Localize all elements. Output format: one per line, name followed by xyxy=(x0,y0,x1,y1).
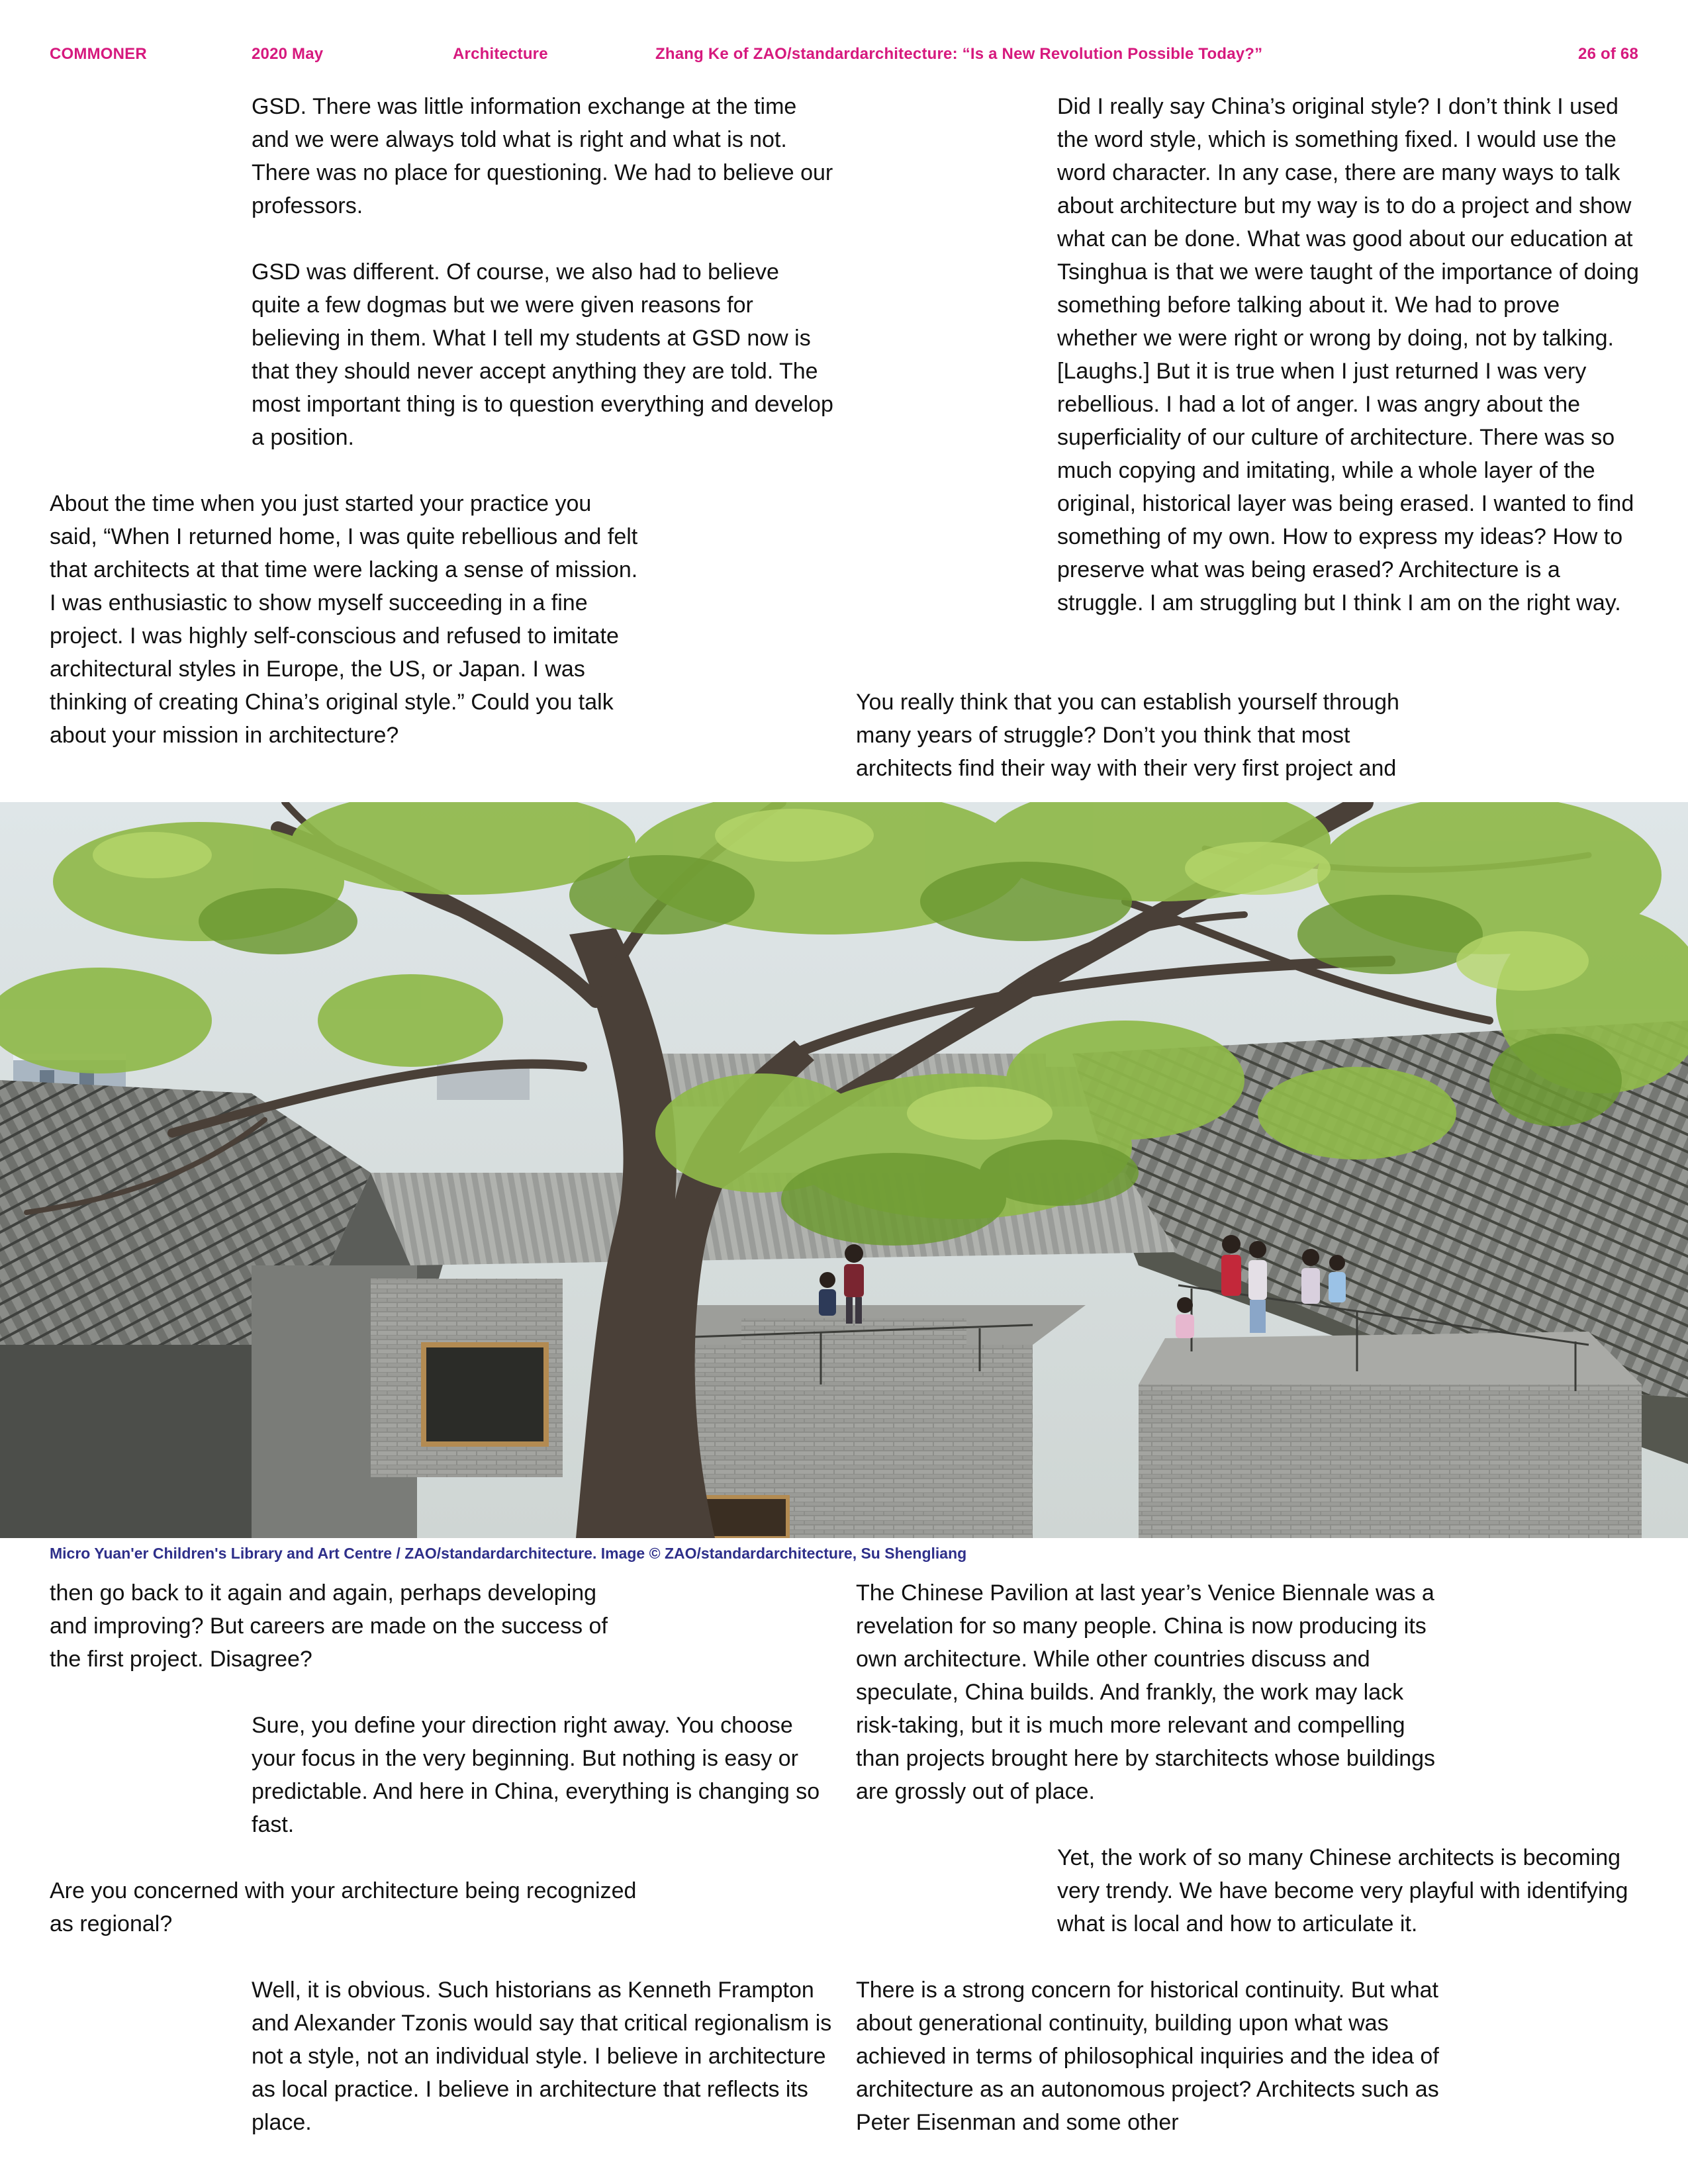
answer-paragraph: GSD was different. Of course, we also had to believe quite a few dogmas but we were given reasons for believing in them. What I tell my students at GSD now is that they should never accept anything they are told. The most important thing is to question everything and develop a position. xyxy=(252,259,833,450)
magazine-name: COMMONER xyxy=(50,45,147,63)
question-paragraph: Are you concerned with your architecture being recognized as regional? xyxy=(50,1878,637,1936)
answer-paragraph: Well, it is obvious. Such historians as Kenneth Frampton and Alexander Tzonis would say that critical regionalism is not a style, not an individual style. I believe in architecture as local practice. I believe in architecture that reflects its place. xyxy=(252,1978,832,2135)
answer-paragraph: Did I really say China’s original style? I don’t think I used the word style, which is something fixed. I would use the word character. In any case, there are many ways to talk about architecture but my way is to do a project and show what can be done. What was good about our education at Tsinghua is that we were taught of the importance of doing something before talking about it. We had to prove whether we were right or wrong by doing, not by talking. [Laughs.] But it is true when I just returned I was very rebellious. I had a lot of anger. I was angry about the superficiality of our culture of architecture. There was so much copying and imitating, while a whole layer of the original, historical layer was being erased. I wanted to find something of my own. How to express my ideas? How to preserve what was being erased? Architecture is a struggle. I am struggling but I think I am on the right way. xyxy=(1057,94,1639,615)
answer-paragraph: Yet, the work of so many Chinese architects is becoming very trendy. We have become very playful with identifying what is local and how to articulate it. xyxy=(1057,1845,1628,1936)
question-paragraph: The Chinese Pavilion at last year’s Venice Biennale was a revelation for so many people. China is now producing its own architecture. While other countries discuss and speculate, China builds. And frankly, the work may lack risk-taking, but it is much more relevant and compelling than projects brought here by starchitects whose buildings are grossly out of place. xyxy=(856,1580,1436,1804)
answer-paragraph: Sure, you define your direction right away. You choose your focus in the very beginning. But nothing is easy or predictable. And here in China, everything is changing so fast. xyxy=(252,1713,820,1837)
question-paragraph: You really think that you can establish yourself through many years of struggle? Don’t you think that most architects find their way with their very first project and xyxy=(856,690,1399,781)
section-label: Architecture xyxy=(453,45,548,63)
question-paragraph: then go back to it again and again, perhaps developing and improving? But careers are made on the success of the first project. Disagree? xyxy=(50,1580,608,1672)
question-paragraph: About the time when you just started your practice you said, “When I returned home, I was quite rebellious and felt that architects at that time were lacking a sense of mission. I was enthusiastic to show myself succeeding in a fine project. I was highly self-conscious and refused to imitate architectural styles in Europe, the US, or Japan. I was thinking of creating China’s original style.” Could you talk about your mission in architecture? xyxy=(50,491,638,748)
courtyard-photo xyxy=(0,802,1688,1538)
answer-paragraph: GSD. There was little information exchange at the time and we were always told what is right and what is not. There was no place for questioning. We had to believe our professors. xyxy=(252,94,833,218)
question-paragraph: There is a strong concern for historical continuity. But what about generational continuity, building upon what was achieved in terms of philosophical inquiries and the idea of architecture as an autonomous project? Architects such as Peter Eisenman and some other xyxy=(856,1978,1439,2135)
article-title: Zhang Ke of ZAO/standardarchitecture: “Is a New Revolution Possible Today?” xyxy=(655,45,1263,63)
photo-caption: Micro Yuan'er Children's Library and Art Centre / ZAO/standardarchitecture. Image © ZAO/standardarchitecture, Su Shengliang xyxy=(50,1545,967,1562)
page-counter: 26 of 68 xyxy=(1578,45,1638,63)
issue-date: 2020 May xyxy=(252,45,324,63)
